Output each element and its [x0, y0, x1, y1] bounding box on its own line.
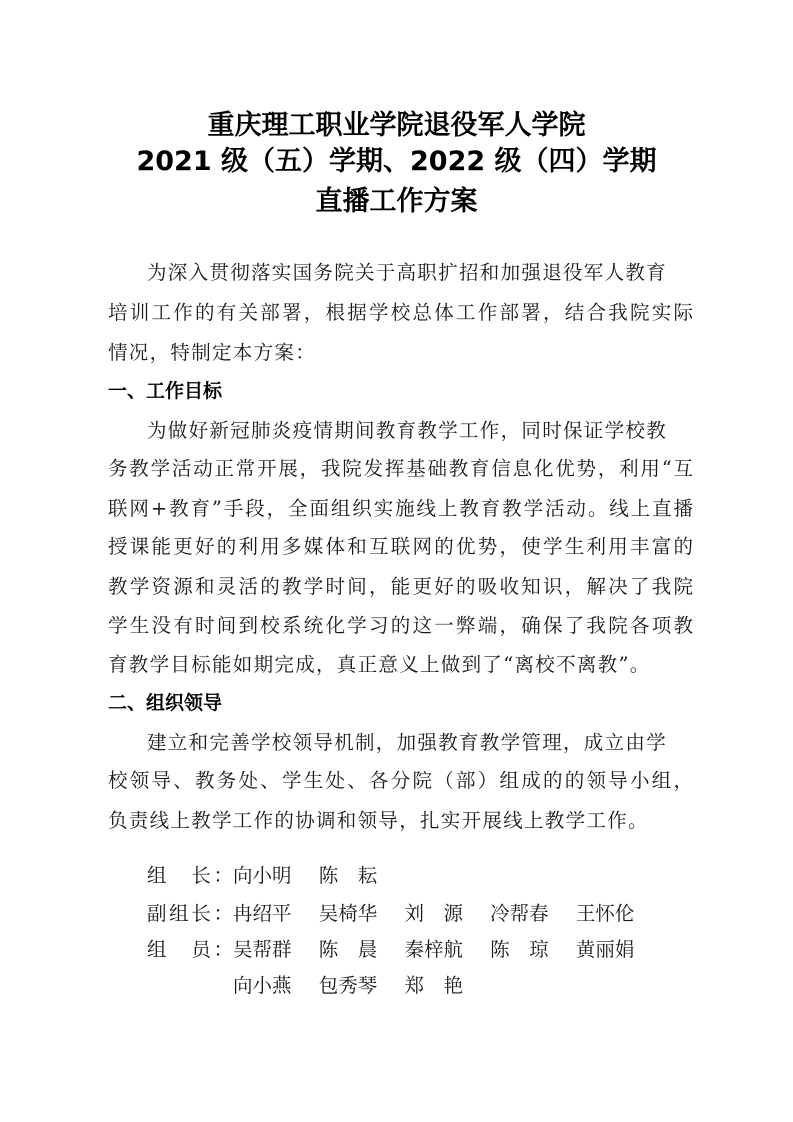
deputy-label: 副组长： [147, 902, 233, 925]
section-heading-goals: 一、工作目标 [108, 380, 223, 402]
member-name: 陈 琼 [490, 938, 549, 961]
intro-line-1: 为深入贯彻落实国务院关于高职扩招和加强退役军人教育 [147, 261, 668, 284]
goals-line-5: 教学资源和灵活的教学时间，能更好的吸收知识，解决了我院 [108, 575, 693, 598]
intro-line-3: 情况，特制定本方案： [108, 341, 317, 364]
leader-name: 向小明 [233, 864, 292, 887]
member-name: 向小燕 [233, 974, 292, 997]
goals-line-7: 育教学目标能如期完成，真正意义上做到了“离校不离教”。 [108, 653, 651, 676]
member-row-2 [147, 972, 484, 1000]
document-title-line-3: 直播工作方案 [315, 186, 478, 217]
member-row-1 [147, 936, 655, 964]
document-title-line-1: 重庆理工职业学院退役军人学院 [207, 110, 586, 141]
goals-line-1: 为做好新冠肺炎疫情期间教育教学工作，同时保证学校教 [147, 419, 668, 442]
deputy-row [147, 900, 655, 928]
goals-line-4: 授课能更好的利用多媒体和互联网的优势，使学生利用丰富的 [108, 535, 693, 558]
goals-line-2: 务教学活动正常开展，我院发挥基础教育信息化优势，利用“互 [108, 457, 693, 480]
deputy-name: 吴椅华 [318, 902, 378, 925]
intro-line-2: 培训工作的有关部署，根据学校总体工作部署，结合我院实际 [108, 301, 693, 324]
deputy-name: 冉绍平 [233, 902, 292, 925]
member-name: 陈 晨 [318, 938, 378, 961]
goals-line-3: 联网+教育”手段，全面组织实施线上教育教学活动。线上直播 [108, 497, 693, 520]
section-heading-organization: 二、组织领导 [108, 692, 223, 714]
organization-line-2: 校领导、教务处、学生处、各分院（部）组成的的领导小组， [108, 769, 693, 792]
member-name: 黄丽娟 [575, 938, 635, 961]
document-title-line-2: 2021 级（五）学期、2022 级（四）学期 [136, 146, 657, 177]
goals-line-6: 学生没有时间到校系统化学习的这一弊端，确保了我院各项教 [108, 614, 693, 637]
deputy-name: 冷帮春 [490, 902, 549, 925]
deputy-name: 刘 源 [404, 902, 463, 925]
member-name: 吴帮群 [233, 938, 292, 961]
organization-line-3: 负责线上教学工作的协调和领导，扎实开展线上教学工作。 [108, 809, 649, 832]
leader-row [147, 862, 398, 890]
member-label: 组 员： [147, 938, 233, 961]
leader-name: 陈 耘 [318, 864, 378, 887]
deputy-name: 王怀伦 [575, 902, 635, 925]
leader-label: 组 长： [147, 864, 233, 887]
member-name: 秦梓航 [404, 938, 463, 961]
organization-line-1: 建立和完善学校领导机制，加强教育教学管理，成立由学 [147, 731, 668, 754]
member-name: 郑 艳 [404, 974, 463, 997]
member-name: 包秀琴 [318, 974, 378, 997]
